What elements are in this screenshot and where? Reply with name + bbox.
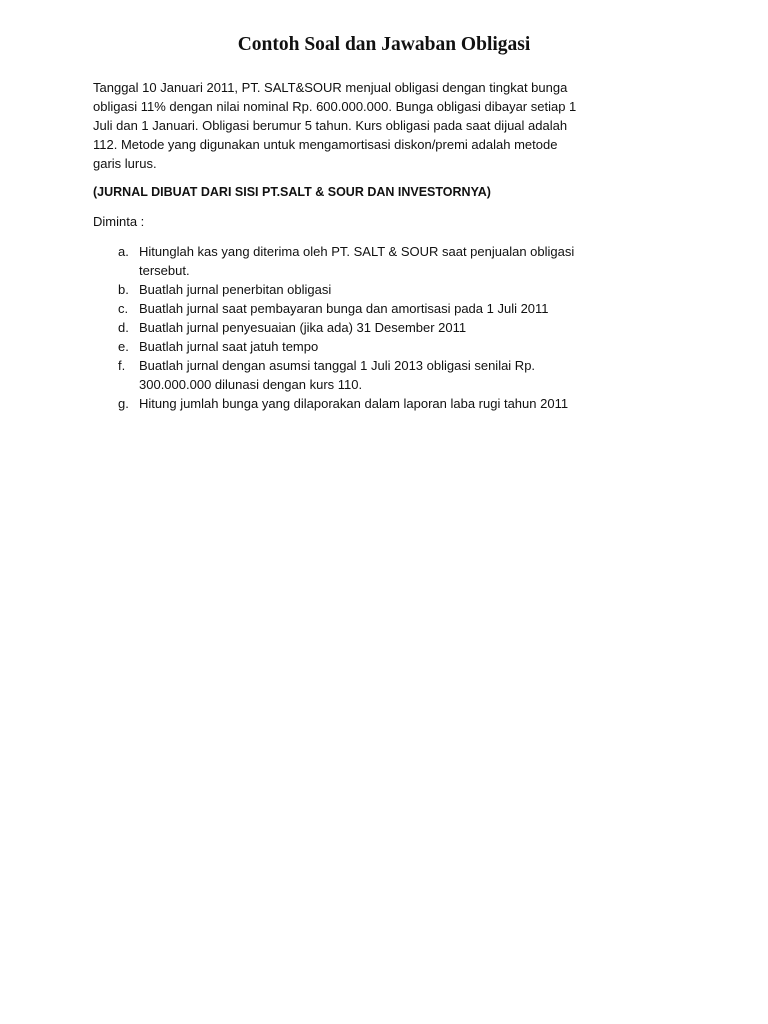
intro-line: 112. Metode yang digunakan untuk mengamortisasi diskon/premi adalah metode: [93, 137, 558, 152]
task-marker: f.: [118, 358, 126, 373]
task-item-f: [93, 356, 649, 394]
task-marker: g.: [118, 396, 129, 411]
task-item-c: [93, 299, 649, 318]
task-text: Hitunglah kas yang diterima oleh PT. SALT & SOUR saat penjualan obligasi: [139, 244, 575, 259]
document-body: [93, 78, 649, 413]
task-item-e: [93, 337, 649, 356]
task-item-d: [93, 318, 649, 337]
task-marker: d.: [118, 320, 129, 335]
diminta-label: Diminta :: [93, 214, 145, 229]
task-marker: a.: [118, 244, 129, 259]
task-text: Buatlah jurnal saat pembayaran bunga dan amortisasi pada 1 Juli 2011: [139, 301, 549, 316]
task-text: Hitung jumlah bunga yang dilaporakan dalam laporan laba rugi tahun 2011: [139, 396, 569, 411]
task-text: 300.000.000 dilunasi dengan kurs 110.: [139, 377, 363, 392]
task-text: Buatlah jurnal dengan asumsi tanggal 1 Juli 2013 obligasi senilai Rp.: [139, 358, 536, 373]
page-title: Contoh Soal dan Jawaban Obligasi: [237, 34, 531, 55]
intro-line: Tanggal 10 Januari 2011, PT. SALT&SOUR menjual obligasi dengan tingkat bunga: [93, 80, 568, 95]
task-list: [93, 242, 649, 413]
task-text: tersebut.: [139, 263, 190, 278]
task-item-a: [93, 242, 649, 280]
journal-note: (JURNAL DIBUAT DARI SISI PT.SALT & SOUR DAN INVESTORNYA): [93, 185, 491, 199]
intro-line: obligasi 11% dengan nilai nominal Rp. 600.000.000. Bunga obligasi dibayar setiap 1: [93, 99, 577, 114]
intro-paragraph: [93, 78, 649, 173]
intro-line: Juli dan 1 Januari. Obligasi berumur 5 tahun. Kurs obligasi pada saat dijual adalah: [93, 118, 568, 133]
task-marker: b.: [118, 282, 129, 297]
task-text: Buatlah jurnal penyesuaian (jika ada) 31 Desember 2011: [139, 320, 467, 335]
task-text: Buatlah jurnal penerbitan obligasi: [139, 282, 332, 297]
task-text: Buatlah jurnal saat jatuh tempo: [139, 339, 319, 354]
task-item-b: [93, 280, 649, 299]
task-item-g: [93, 394, 649, 413]
task-marker: e.: [118, 339, 129, 354]
task-marker: c.: [118, 301, 129, 316]
intro-line: garis lurus.: [93, 156, 157, 171]
